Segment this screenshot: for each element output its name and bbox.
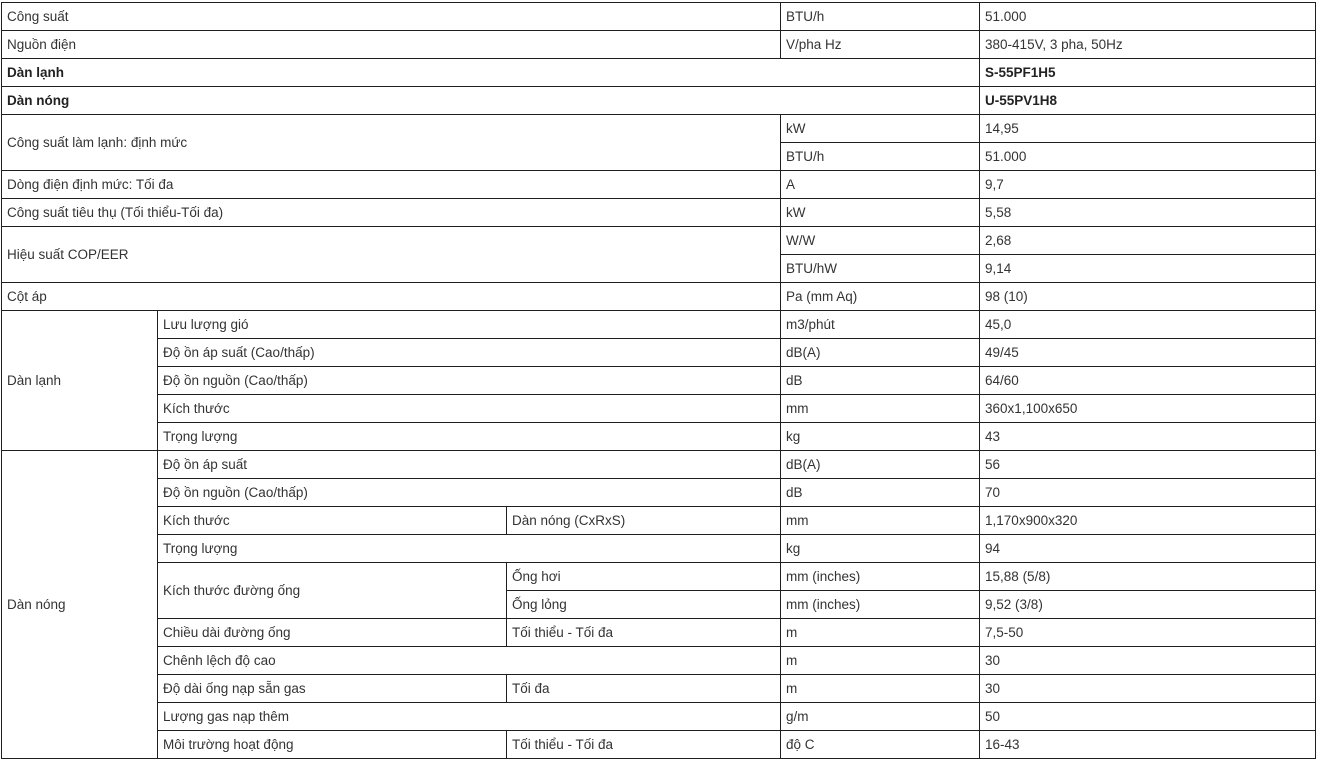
spec-unit: m [781, 647, 980, 675]
spec-sublabel: Tối đa [507, 675, 781, 703]
spec-label: Độ ồn nguồn (Cao/thấp) [158, 479, 781, 507]
spec-value: 5,58 [980, 199, 1316, 227]
spec-unit: BTU/h [781, 143, 980, 171]
spec-label: Cột áp [2, 283, 781, 311]
table-row [2, 171, 1316, 199]
outdoor-model-value: U-55PV1H8 [980, 87, 1316, 115]
spec-label: Độ ồn áp suất (Cao/thấp) [158, 339, 781, 367]
spec-unit: mm [781, 395, 980, 423]
spec-label: Độ dài ống nạp sẵn gas [158, 675, 507, 703]
table-row [2, 675, 1316, 703]
spec-unit: dB [781, 479, 980, 507]
table-row [2, 395, 1316, 423]
table-row [2, 451, 1316, 479]
spec-value: 50 [980, 703, 1316, 731]
spec-label: Kích thước [158, 507, 507, 535]
spec-unit: mm (inches) [781, 563, 980, 591]
spec-label: Kích thước đường ống [158, 563, 507, 619]
spec-label: Trọng lượng [158, 535, 781, 563]
spec-value: 56 [980, 451, 1316, 479]
spec-sublabel: Dàn nóng (CxRxS) [507, 507, 781, 535]
spec-value: 9,7 [980, 171, 1316, 199]
table-row [2, 311, 1316, 339]
spec-unit: W/W [781, 227, 980, 255]
spec-value: 70 [980, 479, 1316, 507]
spec-unit: BTU/hW [781, 255, 980, 283]
spec-sublabel: Tối thiểu - Tối đa [507, 619, 781, 647]
spec-table [1, 2, 1316, 759]
spec-unit: m3/phút [781, 311, 980, 339]
spec-value: 14,95 [980, 115, 1316, 143]
table-row [2, 479, 1316, 507]
table-row [2, 87, 1316, 115]
spec-label: Môi trường hoạt động [158, 731, 507, 759]
spec-unit: V/pha Hz [781, 31, 980, 59]
table-row [2, 283, 1316, 311]
spec-sublabel: Ống lỏng [507, 591, 781, 619]
spec-unit: mm (inches) [781, 591, 980, 619]
spec-unit: A [781, 171, 980, 199]
table-row [2, 31, 1316, 59]
spec-unit: dB [781, 367, 980, 395]
spec-value: 7,5-50 [980, 619, 1316, 647]
indoor-model-value: S-55PF1H5 [980, 59, 1316, 87]
spec-value: 51.000 [980, 143, 1316, 171]
spec-label: Lưu lượng gió [158, 311, 781, 339]
spec-sublabel: Ống hơi [507, 563, 781, 591]
indoor-group-label: Dàn lạnh [2, 311, 158, 451]
table-row [2, 367, 1316, 395]
table-row [2, 703, 1316, 731]
spec-value: 9,14 [980, 255, 1316, 283]
spec-unit: dB(A) [781, 451, 980, 479]
spec-value: 9,52 (3/8) [980, 591, 1316, 619]
indoor-model-label: Dàn lạnh [2, 59, 980, 87]
spec-unit: g/m [781, 703, 980, 731]
spec-value: 1,170x900x320 [980, 507, 1316, 535]
table-row [2, 647, 1316, 675]
spec-label: Nguồn điện [2, 31, 781, 59]
table-row [2, 227, 1316, 255]
spec-label: Hiệu suất COP/EER [2, 227, 781, 283]
spec-unit: kg [781, 535, 980, 563]
table-row [2, 507, 1316, 535]
spec-value: 43 [980, 423, 1316, 451]
table-row [2, 3, 1316, 31]
spec-value: 360x1,100x650 [980, 395, 1316, 423]
spec-label: Chênh lệch độ cao [158, 647, 781, 675]
table-row [2, 563, 1316, 591]
spec-value: 380-415V, 3 pha, 50Hz [980, 31, 1316, 59]
spec-value: 49/45 [980, 339, 1316, 367]
table-row [2, 535, 1316, 563]
spec-unit: kW [781, 199, 980, 227]
spec-value: 94 [980, 535, 1316, 563]
spec-value: 51.000 [980, 3, 1316, 31]
spec-label: Độ ồn nguồn (Cao/thấp) [158, 367, 781, 395]
spec-label: Công suất tiêu thụ (Tối thiểu-Tối đa) [2, 199, 781, 227]
spec-unit: BTU/h [781, 3, 980, 31]
table-row [2, 423, 1316, 451]
spec-value: 98 (10) [980, 283, 1316, 311]
spec-unit: mm [781, 507, 980, 535]
outdoor-model-label: Dàn nóng [2, 87, 980, 115]
spec-label: Dòng điện định mức: Tối đa [2, 171, 781, 199]
table-row [2, 199, 1316, 227]
spec-unit: độ C [781, 731, 980, 759]
spec-value: 15,88 (5/8) [980, 563, 1316, 591]
table-row [2, 339, 1316, 367]
spec-unit: dB(A) [781, 339, 980, 367]
spec-value: 2,68 [980, 227, 1316, 255]
spec-unit: m [781, 675, 980, 703]
outdoor-group-label: Dàn nóng [2, 451, 158, 759]
spec-sublabel: Tối thiểu - Tối đa [507, 731, 781, 759]
table-row [2, 59, 1316, 87]
spec-label: Công suất [2, 3, 781, 31]
spec-label: Độ ồn áp suất [158, 451, 781, 479]
spec-unit: kW [781, 115, 980, 143]
spec-unit: Pa (mm Aq) [781, 283, 980, 311]
spec-label: Trọng lượng [158, 423, 781, 451]
spec-label: Kích thước [158, 395, 781, 423]
spec-label: Chiều dài đường ống [158, 619, 507, 647]
spec-unit: m [781, 619, 980, 647]
table-row [2, 115, 1316, 143]
spec-value: 45,0 [980, 311, 1316, 339]
spec-value: 16-43 [980, 731, 1316, 759]
spec-unit: kg [781, 423, 980, 451]
spec-value: 64/60 [980, 367, 1316, 395]
spec-label: Lượng gas nạp thêm [158, 703, 781, 731]
spec-value: 30 [980, 675, 1316, 703]
table-row [2, 619, 1316, 647]
table-row [2, 731, 1316, 759]
spec-value: 30 [980, 647, 1316, 675]
spec-label: Công suất làm lạnh: định mức [2, 115, 781, 171]
